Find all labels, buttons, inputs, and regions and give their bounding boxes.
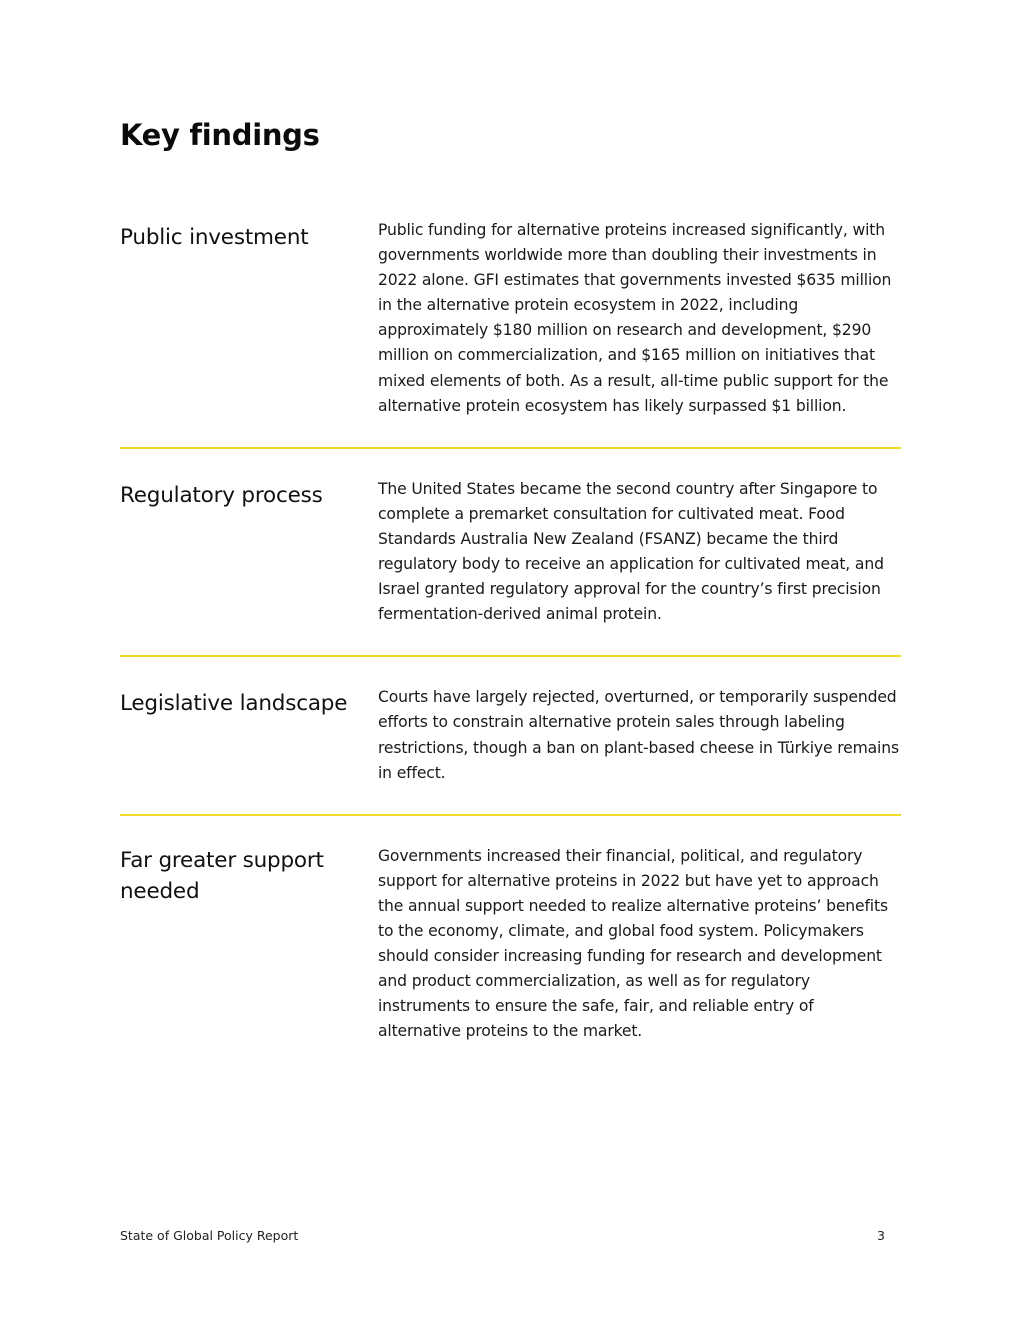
finding-heading: Regulatory process — [120, 482, 323, 508]
finding-public-investment — [120, 216, 901, 419]
finding-legislative-landscape — [120, 657, 901, 785]
finding-body: The United States became the second country after Singapore to complete a premarket consultation for cultivated meat. Food Standards Australia New Zealand (FSANZ) became the third regulatory body to receive an application for cultivated meat, and Israel granted regulatory approval for the country’s first precision fermentation-derived animal protein. — [378, 479, 884, 624]
finding-body: Courts have largely rejected, overturned, or temporarily suspended efforts to constrain alternative protein sales through labeling restrictions, though a ban on plant-based cheese in Türkiye remains in effect. — [378, 688, 899, 782]
page-number: 3 — [877, 1228, 885, 1243]
finding-heading: Legislative landscape — [120, 691, 348, 717]
finding-body: Governments increased their financial, political, and regulatory support for alternative proteins in 2022 but have yet to approach the annual support needed to realize alternative proteins’ benefits to the economy, climate, and global food system. Policymakers should consider increasing funding for research and development and product commercialization, as well as for regulatory instruments to ensure the safe, fair, and reliable entry of alternative proteins to the market. — [378, 846, 888, 1041]
finding-regulatory-process — [120, 449, 901, 628]
finding-heading: Far greater support needed — [120, 847, 324, 904]
finding-body: Public funding for alternative proteins increased significantly, with governments worldwide more than doubling their investments in 2022 alone. GFI estimates that governments invested $635 million in the alternative protein ecosystem in 2022, including approximately $180 million on research and development, $290 million on commercialization, and $165 million on initiatives that mixed elements of both. As a result, all-time public support for the alternative protein ecosystem has likely surpassed $1 billion. — [378, 221, 892, 415]
key-findings-list — [120, 216, 901, 1044]
page-title: Key findings — [120, 118, 320, 152]
footer-report-title: State of Global Policy Report — [120, 1228, 299, 1243]
finding-far-greater-support — [120, 816, 901, 1045]
finding-heading: Public investment — [120, 225, 309, 250]
